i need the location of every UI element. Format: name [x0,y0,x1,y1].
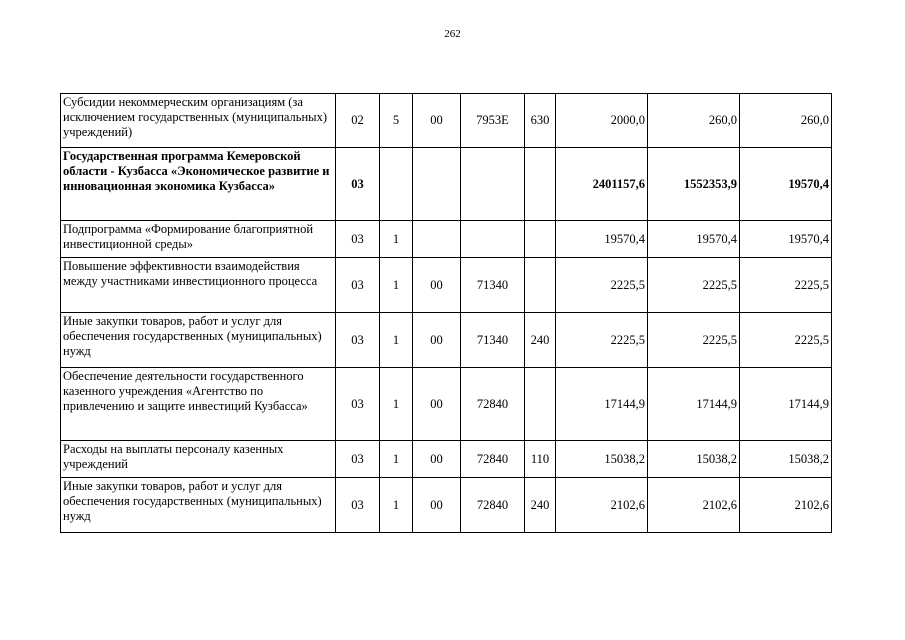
table-row [61,368,832,441]
section-code-cell: 03 [336,221,380,258]
target-article-cell: 72840 [461,441,525,478]
row-name-cell: Расходы на выплаты персоналу казенных учреждений [61,441,336,478]
subsection-code-cell: 1 [380,368,413,441]
target-article-cell [461,148,525,221]
expense-type-cell: 110 [525,441,556,478]
target-article-cell: 72840 [461,478,525,533]
row-name-cell: Иные закупки товаров, работ и услуг для обеспечения государственных (муниципальных) нужд [61,478,336,533]
amount-year-2-cell: 260,0 [648,94,740,148]
program-code-cell: 00 [413,368,461,441]
table-row [61,313,832,368]
target-article-cell: 71340 [461,258,525,313]
row-name-cell: Повышение эффективности взаимодействия между участниками инвестиционного процесса [61,258,336,313]
expense-type-cell [525,258,556,313]
amount-year-1-cell: 2000,0 [556,94,648,148]
section-code-cell: 03 [336,148,380,221]
section-code-cell: 03 [336,368,380,441]
amount-year-1-cell: 19570,4 [556,221,648,258]
amount-year-3-cell: 17144,9 [740,368,832,441]
program-code-cell [413,148,461,221]
row-name-cell: Государственная программа Кемеровской области - Кузбасса «Экономическое развитие и инновационная экономика Кузбасса» [61,148,336,221]
subsection-code-cell [380,148,413,221]
row-name-cell: Иные закупки товаров, работ и услуг для обеспечения государственных (муниципальных) нужд [61,313,336,368]
program-code-cell: 00 [413,441,461,478]
amount-year-3-cell: 15038,2 [740,441,832,478]
target-article-cell: 71340 [461,313,525,368]
amount-year-2-cell: 2102,6 [648,478,740,533]
expense-type-cell: 240 [525,478,556,533]
section-code-cell: 03 [336,478,380,533]
amount-year-1-cell: 15038,2 [556,441,648,478]
section-code-cell: 02 [336,94,380,148]
program-code-cell [413,221,461,258]
amount-year-2-cell: 1552353,9 [648,148,740,221]
program-code-cell: 00 [413,94,461,148]
page-number: 262 [444,28,461,40]
section-code-cell: 03 [336,258,380,313]
subsection-code-cell: 1 [380,313,413,368]
amount-year-2-cell: 2225,5 [648,313,740,368]
table-row [61,94,832,148]
subsection-code-cell: 1 [380,221,413,258]
row-name-cell: Подпрограмма «Формирование благоприятной инвестиционной среды» [61,221,336,258]
amount-year-2-cell: 17144,9 [648,368,740,441]
amount-year-2-cell: 2225,5 [648,258,740,313]
subsection-code-cell: 1 [380,441,413,478]
amount-year-1-cell: 2401157,6 [556,148,648,221]
budget-table [60,93,832,533]
expense-type-cell [525,368,556,441]
amount-year-2-cell: 15038,2 [648,441,740,478]
table-body [61,94,832,533]
program-code-cell: 00 [413,478,461,533]
amount-year-3-cell: 2225,5 [740,313,832,368]
section-code-cell: 03 [336,313,380,368]
expense-type-cell [525,221,556,258]
expense-type-cell: 630 [525,94,556,148]
row-name-cell: Обеспечение деятельности государственного казенного учреждения «Агентство по привлечению и защите инвестиций Кузбасса» [61,368,336,441]
table-row [61,221,832,258]
table-row [61,478,832,533]
amount-year-3-cell: 2225,5 [740,258,832,313]
amount-year-3-cell: 2102,6 [740,478,832,533]
amount-year-3-cell: 260,0 [740,94,832,148]
expense-type-cell [525,148,556,221]
expense-type-cell: 240 [525,313,556,368]
subsection-code-cell: 5 [380,94,413,148]
target-article-cell: 72840 [461,368,525,441]
subsection-code-cell: 1 [380,478,413,533]
amount-year-1-cell: 2225,5 [556,313,648,368]
target-article-cell: 7953E [461,94,525,148]
amount-year-1-cell: 2225,5 [556,258,648,313]
target-article-cell [461,221,525,258]
program-code-cell: 00 [413,258,461,313]
amount-year-3-cell: 19570,4 [740,221,832,258]
program-code-cell: 00 [413,313,461,368]
section-code-cell: 03 [336,441,380,478]
table-row [61,258,832,313]
amount-year-1-cell: 2102,6 [556,478,648,533]
table-row [61,148,832,221]
subsection-code-cell: 1 [380,258,413,313]
amount-year-1-cell: 17144,9 [556,368,648,441]
amount-year-2-cell: 19570,4 [648,221,740,258]
amount-year-3-cell: 19570,4 [740,148,832,221]
table-row [61,441,832,478]
row-name-cell: Субсидии некоммерческим организациям (за исключением государственных (муниципальных) учреждений) [61,94,336,148]
